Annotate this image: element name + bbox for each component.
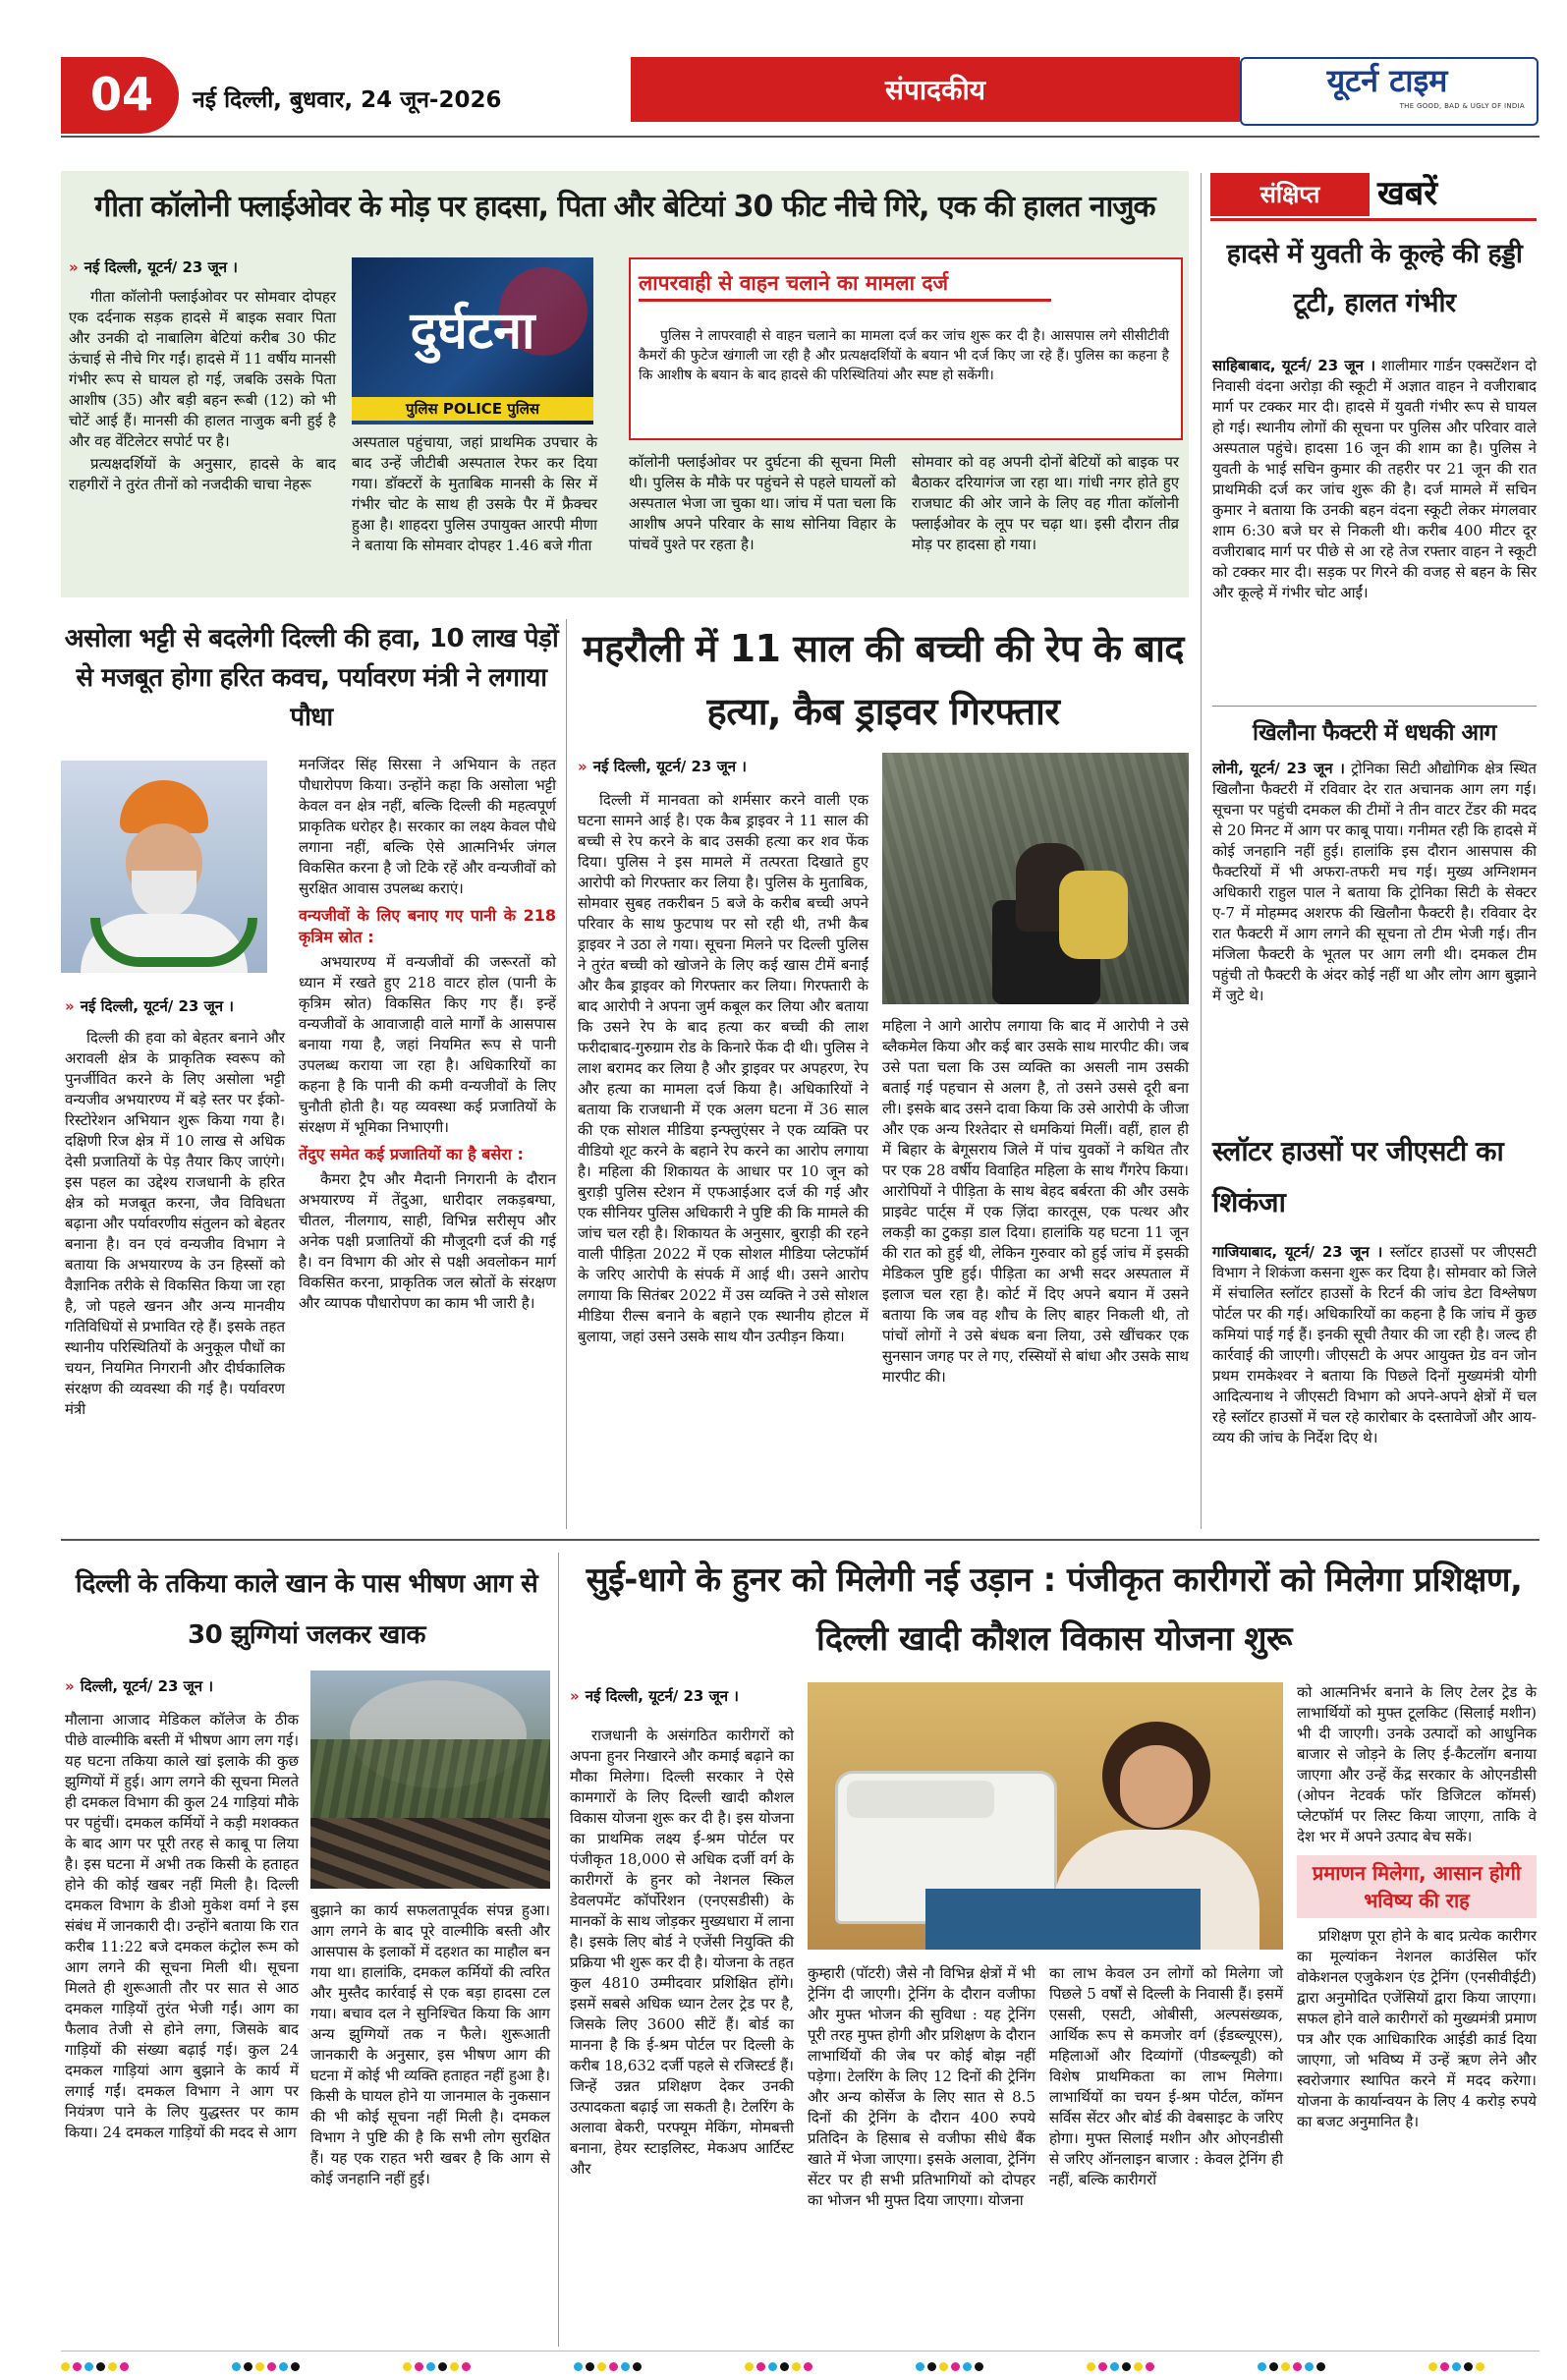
fire-image-debris <box>310 1818 550 1889</box>
date-line: नई दिल्ली, बुधवार, 24 जून-2026 <box>193 87 502 113</box>
story5-col1: राजधानी के असंगठित कारीगरों को अपना हुनर निखारने और कमाई बढ़ाने का मौका मिलेगा। दिल्ली सरकार ने ऐसे कामगारों के लिए दिल्ली खादी कौशल विकास योजना शुरू कर दी है। इस योजना का प्राथमिक लक्ष्य ई-श्रम पोर्टल पर पंजीकृत 18,000 से अधिक दर्जी वर्ग के कारीगरों के हुनर को नेशनल स्किल डेवलपमेंट कॉर्पोरेशन (एनएसडीसी) के मानकों के साथ जोड़कर मुख्यधारा में लाना है। इसके लिए बोर्ड ने एजेंसी नियुक्ति की प्रक्रिया भी शुरू कर दी है। योजना के तहत कुल 4810 उम्मीदवार प्रशिक्षित होंगे। इसमें सबसे अधिक ध्यान टेलर ट्रेड पर है, जिसके लिए 3600 सीटें हैं। बोर्ड का मानना है कि ई-श्रम पोर्टल पर दिल्ली के करीब 18,632 दर्जी पहले से रजिस्टर्ड हैं। जिन्हें उन्नत प्रशिक्षण देकर उनकी उत्पादकता बढ़ाई जा सकती है। टेलरिंग के अलावा बेकरी, परफ्यूम मेकिंग, मोमबत्ती बनाना, हेयर स्टाइलिस्ट, मेकअप आर्टिस्ट और <box>570 1727 794 2178</box>
brief2-text: लोनी, यूटर्न/ 23 जून । ट्रोनिका सिटी औद्योगिक क्षेत्र स्थित खिलौना फैक्टरी में रविवार देर रात अचानक आग लग गई। सूचना पर पहुंची दमकल की टीमों ने तीन वाटर टेंडर की मदद से 20 मिनट में आग पर काबू पाया। गनीमत रही कि हादसे में कोई जनहानि नहीं हुई। हालांकि इस दौरान आसपास की फैक्टरियों में भी अफरा-तफरी मच गई। मुख्य अग्निशमन अधिकारी राहुल पाल ने बताया कि ट्रोनिका सिटी के सेक्टर ए-7 में मोहम्मद अशरफ की खिलौना फैक्टरी है। रविवार देर रात फैक्टरी में आग लगने की सूचना तो टीम भेजी गई। तीन मंजिला फैक्टरी के भूतल पर आग लगी थी। दमकल टीम पहुंची तो फैक्टरी के अंदर कोई नहीं था और लोग आग बुझाने में जुटे थे। <box>1212 760 1537 1004</box>
accident-image-title: दुर्घटना <box>410 302 535 361</box>
story1-sidebox-title: लापरवाही से वाहन चलाने का मामला दर्ज <box>639 267 1051 302</box>
story3-dateline: » नई दिल्ली, यूटर्न/ 23 जून । <box>578 758 747 775</box>
tailor-image-face <box>1120 1745 1193 1828</box>
mid-rule <box>61 1539 1539 1541</box>
rule-story4-right <box>558 1553 559 2347</box>
brief2-dateline: लोनी, यूटर्न/ 23 जून । <box>1212 760 1345 777</box>
story3-col1: दिल्ली में मानवता को शर्मसार करने वाली एक घटना सामने आई है। एक कैब ड्राइवर ने 11 साल की बच्ची से रेप करने के बाद उसकी हत्या कर शव फेंक दिया। पुलिस ने इस मामले में तत्परता दिखाते हुए आरोपी को गिरफ्तार कर लिया है। पुलिस के मुताबिक, सोमवार सुबह तकरीबन 5 बजे के करीब बच्ची अपने परिवार के साथ फुटपाथ पर सो रही थी, तभी कैब ड्राइवर ने उठा ले गया। सूचना मिलने पर दिल्ली पुलिस ने तुरंत बच्ची को खोजने के लिए कई खास टीमें बनाईं और कैब ड्राइवर को गिरफ्तार कर लिया। गिरफ्तारी के बाद आरोपी ने अपना जुर्म कबूल कर लिया और बताया कि उसने रेप के बाद हत्या कर बच्ची की लाश फरीदाबाद-गुरुग्राम रोड के किनारे फेंक दी थी। पुलिस ने लाश बरामद कर लिया है और ड्राइवर पर अपहरण, रेप और हत्या का मामला दर्ज किया है। अधिकारियों ने बताया कि राजधानी में एक अलग घटना में 36 साल की एक सोशल मीडिया इन्फ्लुएंसर ने एक व्यक्ति पर वीडियो शूट करने के बहाने रेप करने का आरोप लगाया है। महिला की शिकायत के आधार पर 10 जून को बुराड़ी पुलिस स्टेशन में एफआईआर दर्ज की गई और एक सीनियर पुलिस अधिकारी ने पुष्टि की कि मामले की जांच चल रही है। शिकायत के अनुसार, बुराड़ी की रहने वाली पीड़िता 2022 में एक सोशल मीडिया प्लेटफॉर्म के जरिए आरोपी के संपर्क में आई थी। उसने आरोप लगाया कि सितंबर 2022 में उस व्यक्ति ने उसे सोशल मीडिया रील्स बनाने के बहाने एक स्थानीय होटल में बुलाया, जहां उसने उसके साथ यौन उत्पीड़न किया। <box>578 791 868 1345</box>
brief3-dateline: गाजियाबाद, यूटर्न/ 23 जून । <box>1212 1243 1383 1261</box>
story2-col2: मनजिंदर सिंह सिरसा ने अभियान के तहत पौधारोपण किया। उन्होंने कहा कि असोला भट्टी केवल वन क्षेत्र नहीं, बल्कि दिल्ली की महत्वपूर्ण प्राकृतिक धरोहर है। सरकार का लक्ष्य केवल पौधे लगाना नहीं, बल्कि ऐसे आत्मनिर्भर जंगल विकसित करना है जो टिके रहें और वन्यजीवों को सुरक्षित आवास उपलब्ध कराएं। वन्यजीवों के लिए बनाए गए पानी के 218 कृत्रिम स्रोत : अभयारण्य में वन्यजीवों की जरूरतों को ध्यान में रखते हुए 218 वाटर होल (पानी के कृत्रिम स्रोत) विकसित किए गए हैं। इन्हें वन्यजीवों के आवाजाही वाले मार्गों के आसपास बनाया गया है, जहां नियमित रूप से पानी उपलब्ध कराया जा रहा है। अधिकारियों का कहना है कि पानी की कमी वन्यजीवों के लिए चुनौती होती है। यह व्यवस्था कई प्रजातियों के संरक्षण में भूमिका निभाएगी। तेंदुए समेत कई प्रजातियों का है बसेरा : कैमरा ट्रैप और मैदानी निगरानी के दौरान अभयारण्य में तेंदुआ, धारीदार लकड़बग्घा, चीतल, नीलगाय, साही, विभिन्न सरीसृप और अनेक पक्षी प्रजातियों की मौजूदगी दर्ज की गई है। वन विभाग की ओर से पक्षी अवलोकन मार्ग विकसित करना, प्राकृतिक जल स्रोतों के संरक्षण और व्यापक पौधारोपण का काम भी जारी है। <box>299 756 556 1312</box>
story3-headline: महरौली में 11 साल की बच्ची की रेप के बाद हत्या, कैब ड्राइवर गिरफ्तार <box>583 627 1184 733</box>
story5-dateline: » नई दिल्ली, यूटर्न/ 23 जून । <box>570 1687 739 1705</box>
story1-col4: सोमवार को वह अपनी दोनों बेटियों को बाइक पर बैठाकर दरियागंज जा रहा था। गांधी नगर होते हुए राजघाट की ओर जाने के लिए वह गीता कॉलोनी फ्लाईओवर के लूप पर चढ़ा था। इसी दौरान तीव्र मोड़ पर हादसा हो गया। <box>912 453 1179 553</box>
registration-marks-7 <box>1087 2356 1204 2368</box>
story5-col3: का लाभ केवल उन लोगों को मिलेगा जो पिछले 5 वर्षों से दिल्ली के निवासी हैं। इसमें एससी, एसटी, ओबीसी, अल्पसंख्यक, आर्थिक रूप से कमजोर वर्ग (ईडब्ल्यूएस), महिलाओं और दिव्यांगों (पीडब्ल्यूडी) को विशेष प्राथमिकता का लाभ मिलेगा। लाभार्थियों का चयन ई-श्रम पोर्टल, कॉमन सर्विस सेंटर और बोर्ड की वेबसाइट के जरिए होगा। मुफ्त सिलाई मशीन और ओएनडीसी से जरिए ऑनलाइन बाजार : केवल ट्रेनिंग ही नहीं, बल्कि कारीगरों <box>1049 1964 1283 2188</box>
registration-marks-9 <box>1428 2356 1537 2368</box>
registration-marks-5 <box>745 2356 863 2368</box>
registration-marks-1 <box>61 2356 179 2368</box>
story5-headline: सुई-धागे के हुनर को मिलेगी नई उड़ान : पंजीकृत कारीगरों को मिलेगा प्रशिक्षण, दिल्ली खादी कौशल विकास योजना शुरू <box>586 1560 1523 1659</box>
registration-marks-3 <box>403 2356 521 2368</box>
story4-headline: दिल्ली के तकिया काले खान के पास भीषण आग से 30 झुग्गियां जलकर खाक <box>75 1569 538 1650</box>
story3-col2: महिला ने आगे आरोप लगाया कि बाद में आरोपी ने उसे ब्लैकमेल किया और कई बार उसके साथ मारपीट की। जब उसे पता चला कि उस व्यक्ति का असली नाम उसकी बताई गई पहचान से अलग है, तो उसने उससे दूरी बना ली। इसके बाद उसने दावा किया कि उसे आरोपी के जीजा और एक अन्य रिश्तेदार से धमकियां मिलीं। वहीं, हाल ही में बिहार के बेगूसराय जिले में पांच युवकों ने कथित तौर पर एक 28 वर्षीय विवाहित महिला के साथ गैंगरेप किया। आरोपियों ने पीड़िता के साथ बेहद बर्बरता की और उसके प्राइवेट पार्ट्स में एक ज़िंदा कारतूस, एक पत्थर और लकड़ी का टुकड़ा डाल दिया। हालांकि यह घटना 11 जून की रात को हुई थी, लेकिन गुरुवार को हुई जांच में इसकी मेडिकल पुष्टि हुई। पीड़िता का अभी सदर अस्पताल में इलाज चल रहा है। कोर्ट में दिए अपने बयान में उसने बताया कि जब वह शौच के लिए बाहर निकली थी, तो पांचों लोगों ने उसे बंधक बना लिया, उसे खींचकर एक सुनसान जगह पर ले गए, रस्सियों से बांधा और उसके साथ मारपीट की। <box>882 1017 1189 1386</box>
brief1-text: साहिबाबाद, यूटर्न/ 23 जून । शालीमार गार्डन एक्सटेंशन दो निवासी वंदना अरोड़ा की स्कूटी में अज्ञात वाहन ने वजीराबाद मार्ग पर टक्कर मार दी। हादसे में युवती गंभीर रूप से घायल हो गई। स्थानीय लोगों की सूचना पर पुलिस और परिवार वाले अस्पताल पहुंचे। हादसा 16 जून की शाम का है। पुलिस ने युवती के भाई सचिन कुमार की तहरीर पर 21 जून की रात प्राथमिकी दर्ज कर जांच शुरू की है। दर्ज मामले में सचिन कुमार ने बताया कि उनकी बहन वंदना स्कूटी लेकर मंगलवार शाम 6:30 बजे घर से निकली थी। करीब 400 मीटर दूर वजीराबाद मार्ग पर पीछे से आ रहे तेज रफ्तार वाहन ने स्कूटी को टक्कर मार दी। सड़क पर गिरने की वजह से बहन के सिर और कूल्हे में गंभीर चोट आईं। <box>1212 357 1538 601</box>
brief1-headline: हादसे में युवती के कूल्हे की हड्डी टूटी, हालत गंभीर <box>1226 239 1523 318</box>
brief-divider-1 <box>1212 706 1537 707</box>
story5-col4: को आत्मनिर्भर बनाने के लिए टेलर ट्रेड के लाभार्थियों को मुफ्त टूलकिट (सिलाई मशीन) भी दी जाएगी। उनके उत्पादों को आधुनिक बाजार से जोड़ने के लिए ई-कैटलॉग बनाया जाएगा और उन्हें केंद्र सरकार के ओएनडीसी (ओपन नेटवर्क फॉर डिजिटल कॉमर्स) प्लेटफॉर्म पर लिस्ट किया जाएगा, ताकि वे देश भर में अपने उत्पाद बेच सकें। प्रमाणन मिलेगा, आसान होगी भविष्य की राह प्रशिक्षण पूरा होने के बाद प्रत्येक कारीगर का मूल्यांकन नेशनल काउंसिल फॉर वोकेशनल एजुकेशन एंड ट्रेनिंग (एनसीवीईटी) द्वारा अनुमोदित एजेंसियों द्वारा किया जाएगा। सफल होने वाले कारीगरों को मुख्यमंत्री प्रमाण पत्र और एक आधिकारिक आईडी कार्ड दिया जाएगा, जो भविष्य में उन्हें ऋण लेने और स्वरोजगार स्थापित करने में मदद करेगा। योजना के कार्यान्वयन के लिए 4 करोड़ रुपये का बजट अनुमानित है। <box>1297 1683 1537 2130</box>
rule-brief-left <box>1201 173 1202 1529</box>
story1-col2: अस्पताल पहुंचाया, जहां प्राथमिक उपचार के बाद उन्हें जीटीबी अस्पताल रेफर कर दिया गया। डॉक्टरों के मुताबिक मानसी के सिर में गंभीर चोट के साथ ही उसके पैर में फ्रैक्चर हुआ है। शाहदरा पुलिस उपायुक्त आरपी मीणा ने बताया कि सोमवार दोपहर 1.46 बजे गीता <box>352 433 597 554</box>
brief-label-a: संक्षिप्त <box>1259 181 1320 208</box>
footer-rule <box>61 2351 1539 2352</box>
accident-image <box>352 257 593 425</box>
story4-col2: बुझाने का कार्य सफलतापूर्वक संपन्न हुआ। आग लगने के बाद पूरे वाल्मीकि बस्ती और आसपास के इलाकों में दहशत का माहौल बन गया था। हालांकि, दमकल कर्मियों की त्वरित और मुस्तैद कार्रवाई से एक बड़ा हादसा टल गया। बचाव दल ने सुनिश्चित किया कि आग अन्य झुग्गियों तक न फैले। शुरूआती जानकारी के अनुसार, इस भीषण आग की घटना में कोई भी व्यक्ति हताहत नहीं हुआ है। किसी के घायल होने या जानमाल के नुकसान की भी कोई सूचना नहीं मिली है। दमकल विभाग ने पुष्टि की है कि सभी लोग सुरक्षित हैं। यह एक राहत भरी खबर है कि आग से कोई जनहानि नहीं हुई। <box>310 1901 550 2187</box>
header-bar <box>61 47 1539 138</box>
registration-marks-8 <box>1258 2356 1375 2368</box>
police-tape: पुलिस POLICE पुलिस <box>352 397 593 421</box>
rule-story2-right <box>566 619 567 1529</box>
story2-subhead-2: तेंदुए समेत कई प्रजातियों का है बसेरा : <box>299 1145 524 1163</box>
minister-photo <box>61 761 267 973</box>
story2-headline: असोला भट्टी से बदलेगी दिल्ली की हवा, 10 लाख पेड़ों से मजबूत होगा हरित कवच, पर्यावरण मंत्री ने लगाया पौधा <box>64 624 559 732</box>
logo-text: यूटर्न टाइम <box>1326 62 1448 99</box>
section-title: संपादकीय <box>885 74 985 106</box>
registration-marks-4 <box>574 2356 692 2368</box>
victim-image-dress <box>1059 871 1128 959</box>
registration-marks-6 <box>916 2356 1034 2368</box>
brief-label-b: खबरें <box>1377 174 1438 213</box>
victim-image <box>882 753 1189 1004</box>
brief-label-rule <box>1210 218 1537 221</box>
brief1-dateline: साहिबाबाद, यूटर्न/ 23 जून । <box>1212 357 1376 374</box>
story4-dateline: » दिल्ली, यूटर्न/ 23 जून । <box>65 1677 214 1695</box>
brief2-headline: खिलौना फैक्टरी में धधकी आग <box>1253 720 1496 746</box>
header-rule <box>61 136 1539 138</box>
story5-subhead: प्रमाणन मिलेगा, आसान होगी भविष्य की राह <box>1297 1855 1537 1918</box>
story2-subhead-1: वन्यजीवों के लिए बनाए गए पानी के 218 कृत्रिम स्रोत : <box>299 906 556 946</box>
fire-image-trees <box>310 1739 550 1818</box>
brief3-headline: स्लॉटर हाउसों पर जीएसटी का शिकंजा <box>1212 1135 1504 1218</box>
tailor-image-fabric <box>925 1889 1201 1950</box>
page-number: 04 <box>89 68 153 121</box>
minister-photo-garland <box>90 918 257 967</box>
story1-sidebox-text: पुलिस ने लापरवाही से वाहन चलाने का मामला दर्ज कर जांच शुरू कर दी है। आसपास लगे सीसीटीवी कैमरों की फुटेज खंगाली जा रही है और प्रत्यक्षदर्शियों के बयान भी दर्ज किए जा रहे हैं। पुलिस का कहना है कि आशीष के बयान के बाद हादसे की परिस्थितियां और स्पष्ट हो सकेंगी। <box>639 328 1169 383</box>
story2-dateline: » नई दिल्ली, यूटर्न/ 23 जून । <box>65 997 234 1015</box>
story5-col2: कुम्हारी (पॉटरी) जैसे नौ विभिन्न क्षेत्रों में भी ट्रेनिंग दी जाएगी। ट्रेनिंग के दौरान वजीफा और मुफ्त भोजन की सुविधा : यह ट्रेनिंग पूरी तरह मुफ्त होगी और प्रशिक्षण के दौरान लाभार्थियों की जेब पर कोई बोझ नहीं पड़ेगा। टेलरिंग के लिए 12 दिनों की ट्रेनिंग और अन्य कोर्सेज के लिए सात से 8.5 दिनों की ट्रेनिंग के दौरान 400 रुपये प्रतिदिन के हिसाब से वजीफा सीधे बैंक खाते में भेजा जाएगा। इसके अलावा, ट्रेनिंग सेंटर पर ही सभी प्रतिभागियों को दोपहर का भोजन भी मुफ्त दिया जाएगा। योजना <box>808 1964 1035 2209</box>
registration-marks-2 <box>232 2356 350 2368</box>
story1-col1: गीता कॉलोनी फ्लाईओवर पर सोमवार दोपहर एक दर्दनाक सड़क हादसे में बाइक सवार पिता और उनकी दो नाबालिग बेटियां करीब 30 फीट ऊंचाई से नीचे गिर गईं। हादसे में 11 वर्षीय मानसी गंभीर रूप से घायल हो गई, जबकि उसके पिता आशीष (35) और बड़ी बहन रूबी (12) को भी चोटें आई हैं। मानसी की हालत नाजुक बनी हुई है और वह वेंटिलेटर सपोर्ट पर है। प्रत्यक्षदर्शियों के अनुसार, हादसे के बाद राहगीरों ने तुरंत तीनों को नजदीकी चाचा नेहरू <box>69 288 336 493</box>
story4-col1: मौलाना आजाद मेडिकल कॉलेज के ठीक पीछे वाल्मीकि बस्ती में भीषण आग लग गई। यह घटना तकिया काले खां इलाके की कुछ झुग्गियों में हुई। आग लगने की सूचना मिलते ही दमकल विभाग की कुल 24 गाड़ियां मौके पर पहुंचीं। दमकल कर्मियों ने कड़ी मशक्कत के बाद आग पर पूरी तरह से काबू पा लिया है। इस घटना में अभी तक किसी के हताहत होने की कोई खबर नहीं मिली है। दिल्ली दमकल विभाग के डीओ मुकेश वर्मा ने इस संबंध में जानकारी दी। उन्होंने बताया कि रात करीब 11:22 बजे दमकल कंट्रोल रूम को आग लगने की सूचना मिली थी। सूचना मिलते ही शुरूआती तौर पर सात से आठ दमकल गाड़ियों तुरंत भेजी गईं। आग का फैलाव तेजी से होने लगा, जिसके बाद गाड़ियों की संख्या बढ़ाई गई। कुल 24 दमकल गाड़ियां आग बुझाने के कार्य में लगाई गईं। दमकल विभाग ने आग पर नियंत्रण पाने के लिए युद्धस्तर पर काम किया। 24 दमकल गाड़ियों की मदद से आग <box>65 1711 299 2141</box>
minister-photo-beard <box>132 871 196 918</box>
tailor-image-machine-arm <box>847 1781 994 1818</box>
story1-dateline: » नई दिल्ली, यूटर्न/ 23 जून । <box>69 258 238 276</box>
tailor-image <box>808 1682 1283 1950</box>
story2-col1: दिल्ली की हवा को बेहतर बनाने और अरावली क्षेत्र के प्राकृतिक स्वरूप को पुनर्जीवित करने के लिए असोला भट्टी वन्यजीव अभयारण्य में बड़े स्तर पर ईको-रिस्टोरेशन अभियान शुरू किया गया है। दक्षिणी रिज क्षेत्र में 10 लाख से अधिक देसी प्रजातियों के पेड़ तैयार किए जाएंगे। इस पहल का उद्देश्य राजधानी के हरित क्षेत्र को मजबूत करना, जैव विविधता बढ़ाना और पर्यावरणीय संतुलन को बेहतर बनाना है। वन एवं वन्यजीव विभाग ने बताया कि अभयारण्य के उन हिस्सों को वैज्ञानिक तरीके से विकसित किया जा रहा है, जो पहले खनन और अन्य मानवीय गतिविधियों से प्रभावित रहे हैं। इसके तहत स्थानीय परिस्थितियों के अनुकूल पौधों का चयन, नियमित निगरानी और दीर्घकालिक संरक्षण की व्यवस्था की गई है। पर्यावरण मंत्री <box>65 1029 285 1418</box>
story1-headline: गीता कॉलोनी फ्लाईओवर के मोड़ पर हादसा, पिता और बेटियां 30 फीट नीचे गिरे, एक की हालत नाजुक <box>94 190 1155 224</box>
brief3-text: गाजियाबाद, यूटर्न/ 23 जून । स्लॉटर हाउसों पर जीएसटी विभाग ने शिकंजा कसना शुरू कर दिया है। सोमवार को जिले में संचालित स्लॉटर हाउसों के रिटर्न की जांच डेटा विश्लेषण पोर्टल पर की गई। अधिकारियों का कहना है कि जांच में कुछ कमियां पाई गई हैं। इनकी सूची तैयार की जा रही है। जल्द ही कार्रवाई की जाएगी। जीएसटी के अपर आयुक्त ग्रेड वन जोन प्रथम रामकेश्वर ने बताया कि पिछले दिनों मुख्यमंत्री योगी आदित्यनाथ ने जीएसटी विभाग को अपने-अपने क्षेत्रों में चल रहे स्लॉटर हाउसों में चल रहे कारोबार के दस्तावेजों और आय-व्यय की जांच के निर्देश दिए थे। <box>1212 1243 1537 1446</box>
fire-image <box>310 1671 550 1889</box>
logo-tagline: THE GOOD, BAD & UGLY OF INDIA <box>1399 102 1525 110</box>
story1-col3: कॉलोनी फ्लाईओवर पर दुर्घटना की सूचना मिली थी। पुलिस के मौके पर पहुंचने से पहले घायलों को अस्पताल भेजा जा चुका था। जांच में पता चला कि आशीष अपने परिवार के साथ सोनिया विहार के पांचवें पुश्ते पर रहता है। <box>629 453 896 553</box>
